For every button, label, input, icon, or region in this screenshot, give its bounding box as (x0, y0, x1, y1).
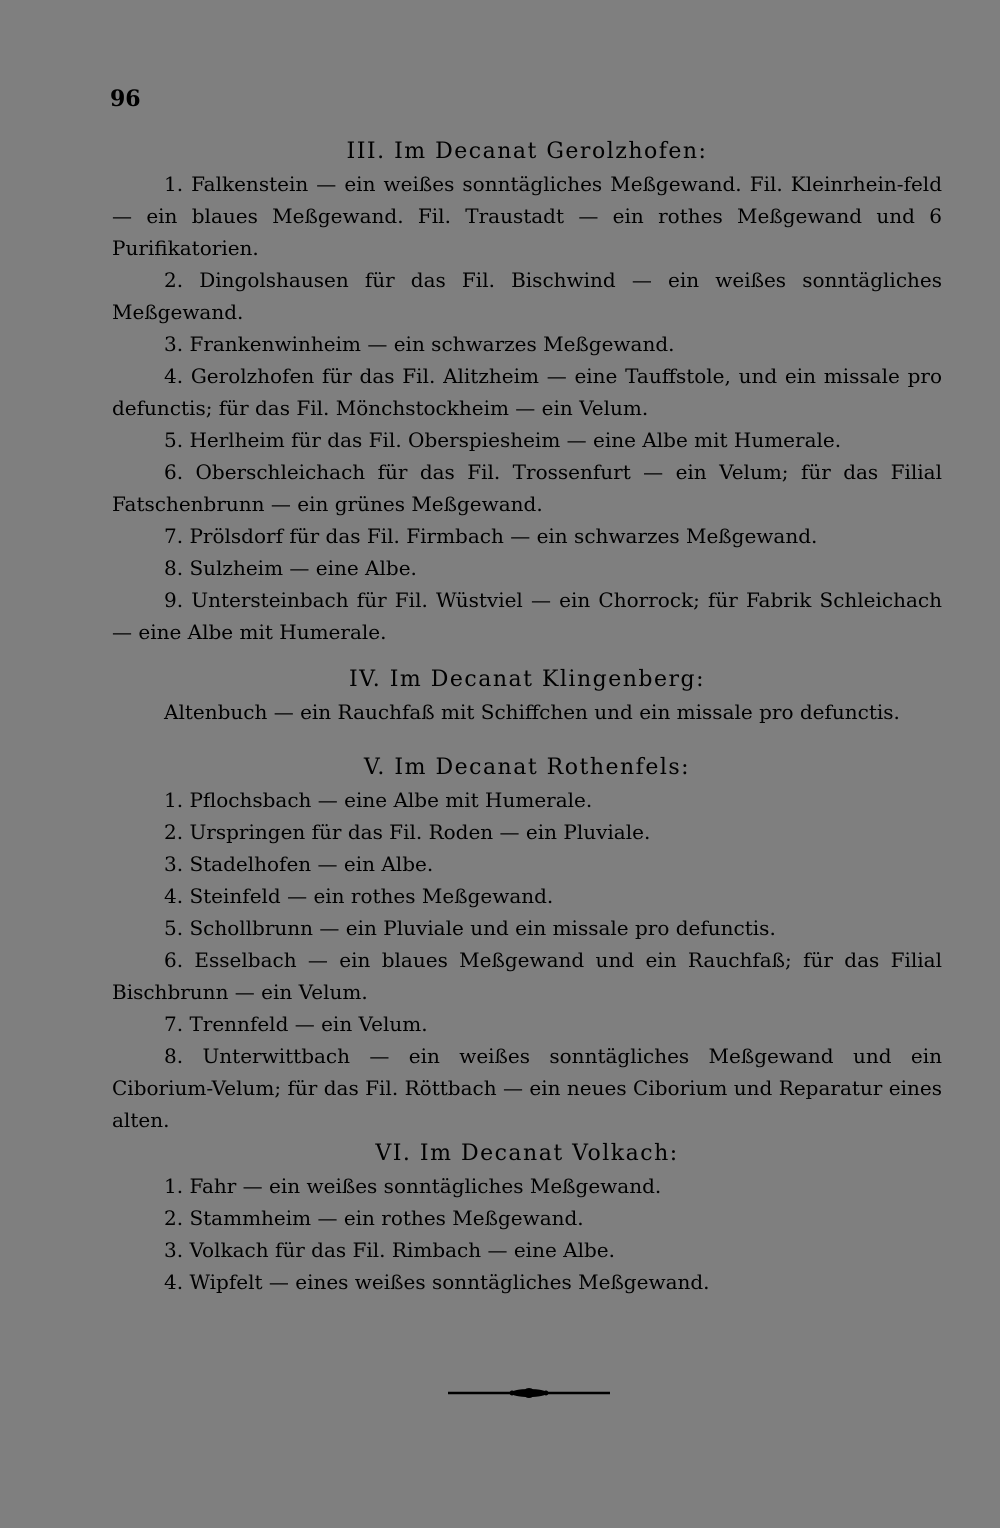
section-heading: IV. Im Decanat Klingenberg: (348, 667, 706, 692)
section-heading: V. Im Decanat Rothenfels: (363, 755, 691, 780)
list-item: 3. Stadelhofen — ein Albe. (164, 852, 434, 876)
list-item: 1. Falkenstein — ein weißes sonntägliches Meßgewand. Fil. Kleinrhein-feld — ein blaues Meßgewand. Fil. Traustadt — ein rothes Meßgewand und 6 Purifikatorien. (112, 172, 942, 260)
list-item: 4. Wipfelt — eines weißes sonntägliches Meßgewand. (164, 1270, 710, 1294)
list-item: 6. Esselbach — ein blaues Meßgewand und ein Rauchfaß; für das Filial Bischbrunn — ein Velum. (112, 948, 942, 1004)
list-item: 3. Frankenwinheim — ein schwarzes Meßgewand. (164, 332, 675, 356)
list-item: 2. Dingolshausen für das Fil. Bischwind — ein weißes sonntägliches Meßgewand. (112, 268, 942, 324)
list-item: Altenbuch — ein Rauchfaß mit Schiffchen und ein missale pro defunctis. (164, 700, 900, 724)
section-klingenberg (112, 664, 942, 728)
list-item: 5. Herlheim für das Fil. Oberspiesheim — eine Albe mit Humerale. (164, 428, 842, 452)
list-item: 1. Pflochsbach — eine Albe mit Humerale. (164, 788, 593, 812)
list-item: 6. Oberschleichach für das Fil. Trossenfurt — ein Velum; für das Filial Fatschenbrunn — ein grünes Meßgewand. (112, 460, 942, 516)
section-gerolzhofen (112, 136, 942, 648)
page-number: 96 (110, 86, 141, 112)
list-item: 7. Prölsdorf für das Fil. Firmbach — ein schwarzes Meßgewand. (164, 524, 818, 548)
list-item: 5. Schollbrunn — ein Pluviale und ein missale pro defunctis. (164, 916, 776, 940)
end-ornament-icon (448, 1386, 610, 1400)
section-rothenfels (112, 752, 942, 1136)
list-item: 4. Steinfeld — ein rothes Meßgewand. (164, 884, 554, 908)
section-heading: III. Im Decanat Gerolzhofen: (346, 139, 708, 164)
list-item: 2. Urspringen für das Fil. Roden — ein Pluviale. (164, 820, 651, 844)
list-item: 4. Gerolzhofen für das Fil. Alitzheim — eine Tauffstole, und ein missale pro defunctis; für das Fil. Mönchstockheim — ein Velum. (112, 364, 942, 420)
list-item: 7. Trennfeld — ein Velum. (164, 1012, 428, 1036)
list-item: 9. Untersteinbach für Fil. Wüstviel — ein Chorrock; für Fabrik Schleichach — eine Albe mit Humerale. (112, 588, 942, 644)
list-item: 1. Fahr — ein weißes sonntägliches Meßgewand. (164, 1174, 662, 1198)
list-item: 8. Unterwittbach — ein weißes sonntägliches Meßgewand und ein Ciborium-Velum; für das Fil. Röttbach — ein neues Ciborium und Reparatur eines alten. (112, 1044, 942, 1132)
list-item: 8. Sulzheim — eine Albe. (164, 556, 417, 580)
section-heading: VI. Im Decanat Volkach: (375, 1141, 679, 1166)
section-volkach (112, 1138, 942, 1298)
list-item: 3. Volkach für das Fil. Rimbach — eine Albe. (164, 1238, 615, 1262)
list-item: 2. Stammheim — ein rothes Meßgewand. (164, 1206, 584, 1230)
